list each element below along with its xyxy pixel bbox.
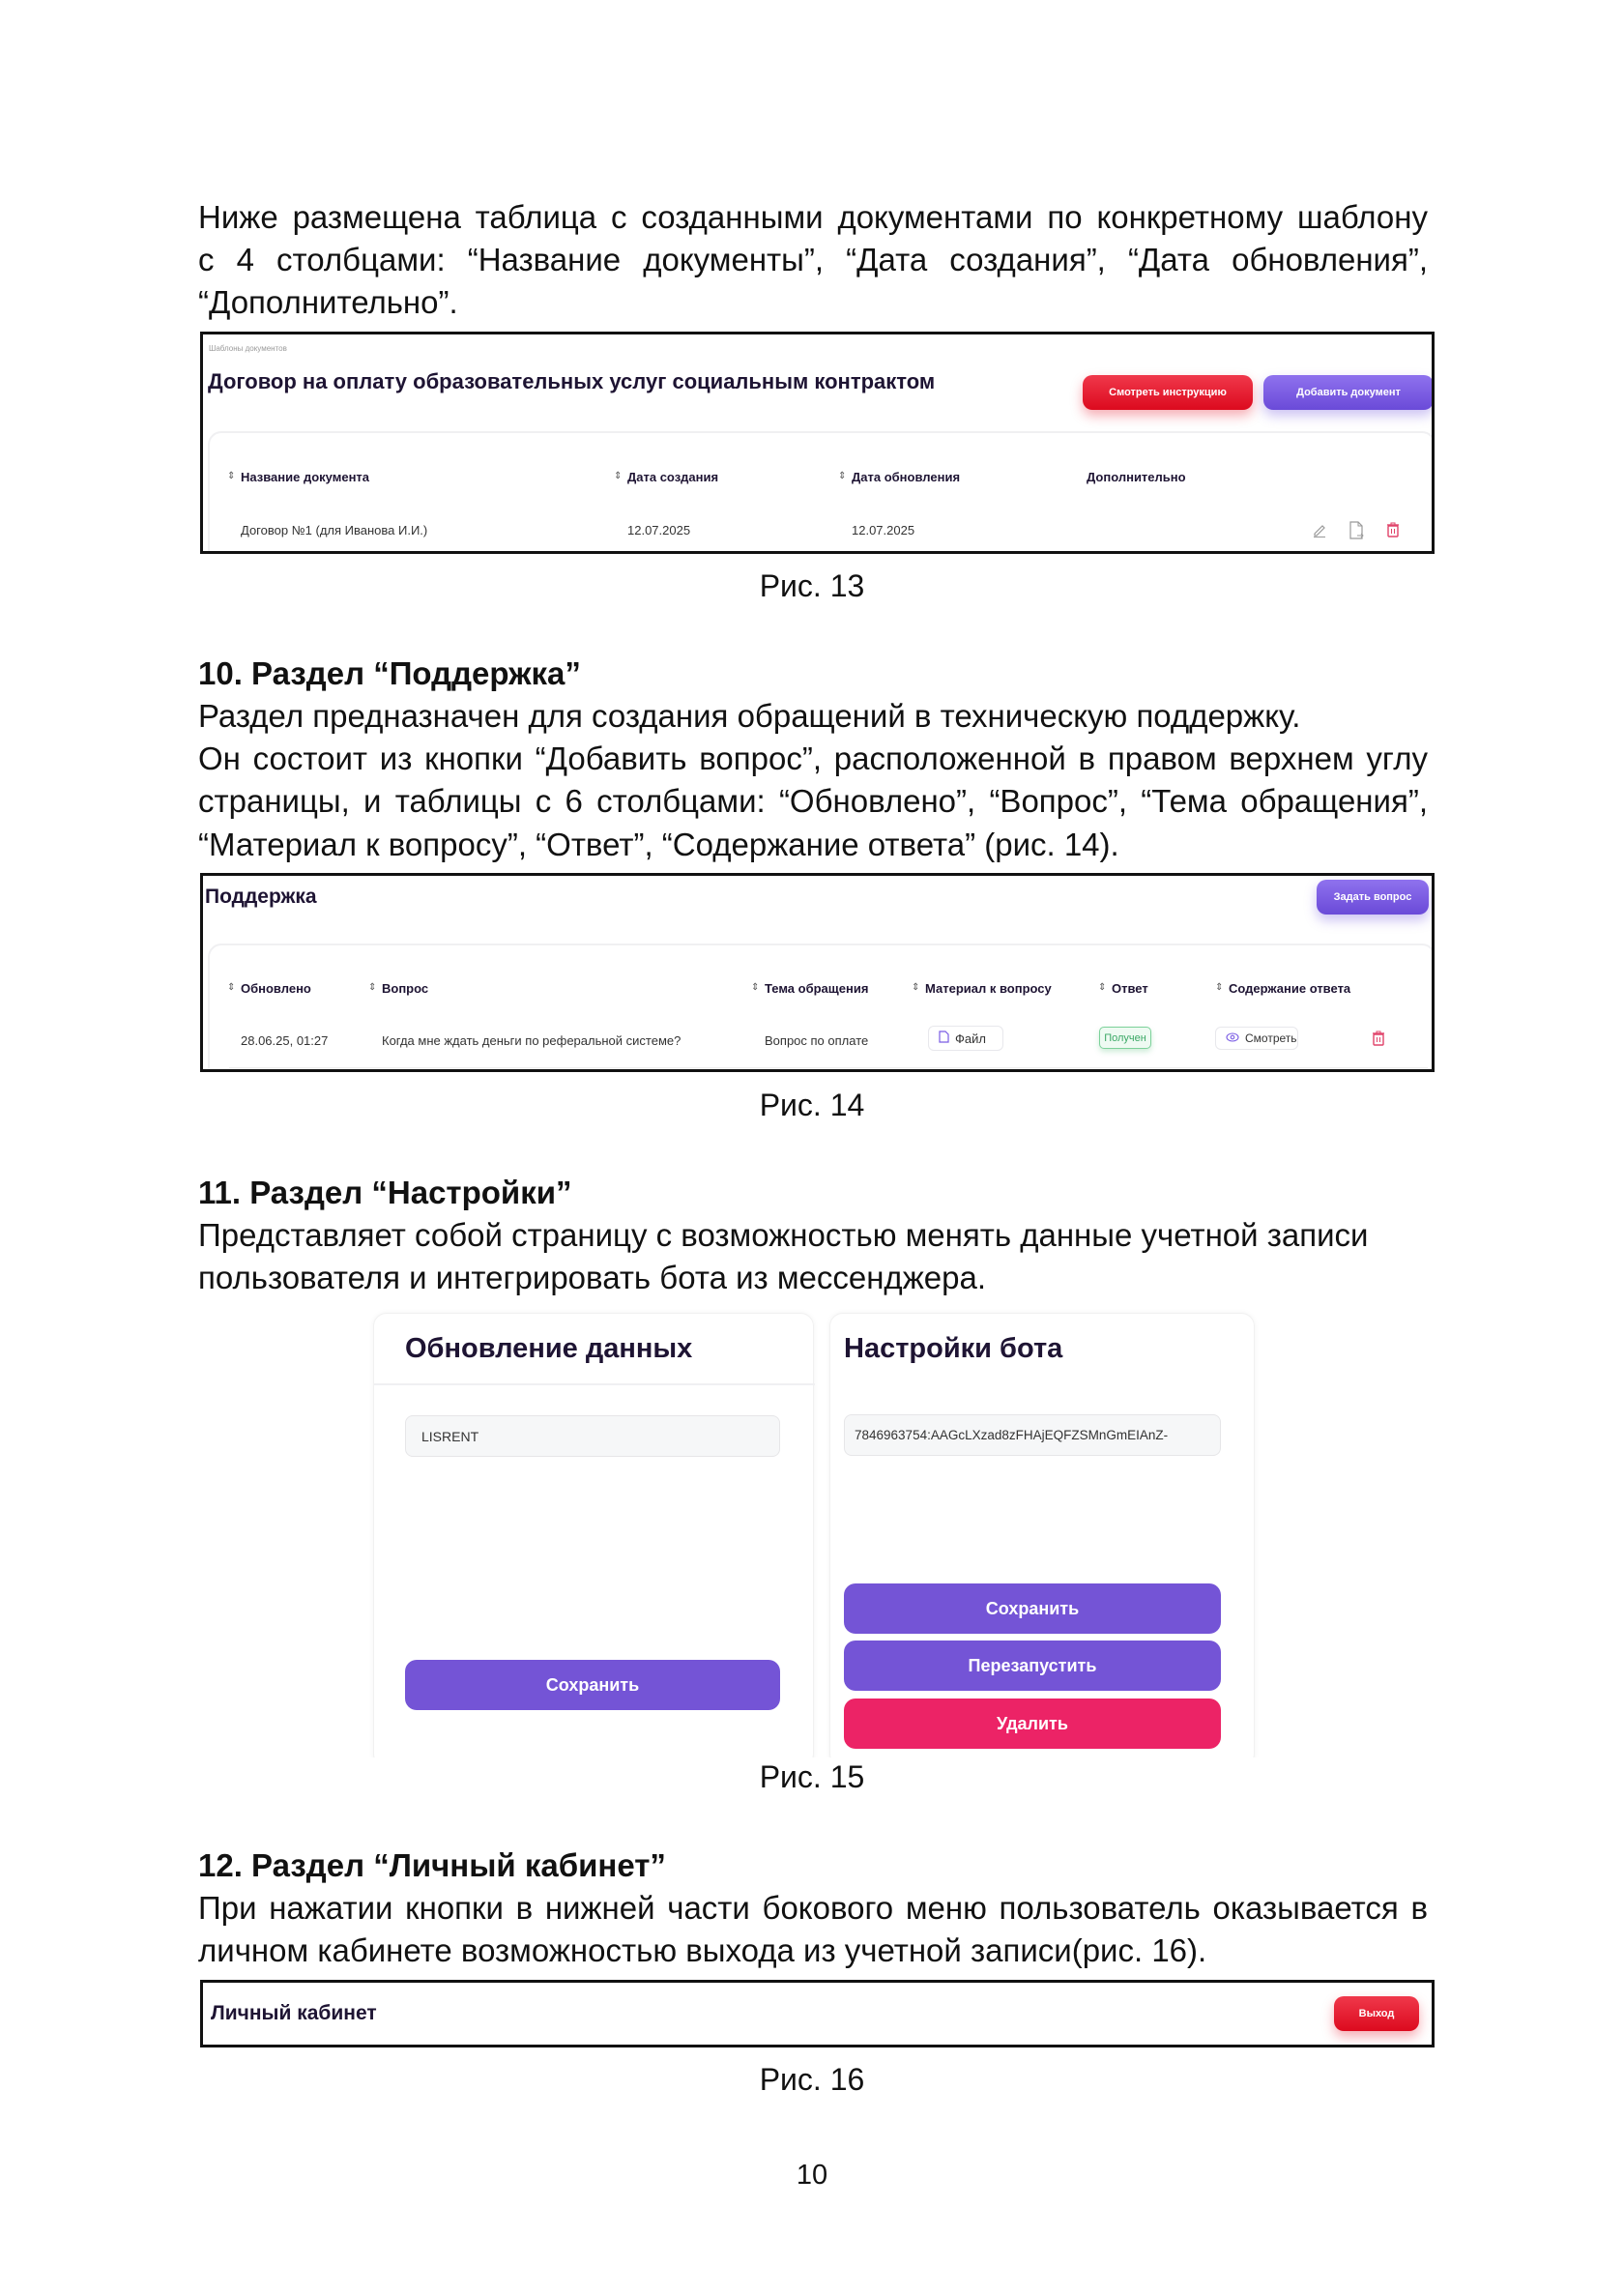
sort-icon[interactable]: ⇕: [227, 471, 236, 481]
section-10-line-2: Он состоит из кнопки “Добавить вопрос”, расположенной в правом верхнем углу: [198, 740, 1428, 776]
column-header-created[interactable]: Дата создания: [627, 470, 719, 484]
section-10-line-4: “Материал к вопросу”, “Ответ”, “Содержание ответа” (рис. 14).: [198, 827, 1119, 862]
add-document-button[interactable]: Добавить документ: [1263, 375, 1434, 410]
file-icon: [939, 1031, 949, 1046]
section-12-line-2: личном кабинете возможностью выхода из учетной записи(рис. 16).: [198, 1932, 1207, 1968]
figure-13-document-table: [200, 332, 1435, 554]
section-10-line-3: страницы, и таблицы с 6 столбцами: “Обновлено”, “Вопрос”, “Тема обращения”,: [198, 783, 1428, 819]
bot-settings-title: Настройки бота: [844, 1333, 1063, 1364]
edit-icon[interactable]: [1310, 520, 1329, 539]
section-11-heading: 11. Раздел “Настройки”: [198, 1175, 572, 1210]
save-bot-button[interactable]: Сохранить: [844, 1583, 1221, 1634]
row-divider: [229, 551, 1428, 552]
created-date: 12.07.2025: [627, 523, 691, 537]
column-header-material[interactable]: Материал к вопросу: [925, 981, 1052, 996]
updated-timestamp: 28.06.25, 01:27: [241, 1033, 329, 1048]
figure-14-caption: Рис. 14: [759, 1088, 865, 1122]
page-number: 10: [796, 2160, 828, 2191]
bot-token-input[interactable]: 7846963754:AAGcLXzad8zFHAjEQFZSMnGmEIAnZ-: [844, 1414, 1221, 1456]
sort-icon[interactable]: ⇕: [1098, 982, 1107, 993]
documents-table: [208, 431, 1435, 554]
column-header-topic[interactable]: Тема обращения: [765, 981, 869, 996]
sort-icon[interactable]: ⇕: [838, 471, 847, 481]
update-data-title: Обновление данных: [405, 1333, 693, 1364]
trash-icon[interactable]: [1383, 520, 1403, 539]
column-header-answer[interactable]: Ответ: [1112, 981, 1148, 996]
sort-icon[interactable]: ⇕: [368, 982, 377, 993]
updated-date: 12.07.2025: [852, 523, 915, 537]
section-12-line-1: При нажатии кнопки в нижней части бокового меню пользователь оказывается в: [198, 1890, 1428, 1926]
figure-13-caption: Рис. 13: [759, 568, 865, 603]
save-user-data-button[interactable]: Сохранить: [405, 1660, 780, 1710]
topic-text: Вопрос по оплате: [765, 1033, 869, 1048]
view-answer-button[interactable]: [1215, 1027, 1298, 1050]
intro-line-3: “Дополнительно”.: [198, 284, 458, 320]
figure-16-caption: Рис. 16: [759, 2062, 865, 2097]
column-header-updated[interactable]: Дата обновления: [852, 470, 961, 484]
document-name[interactable]: Договор №1 (для Иванова И.И.): [241, 523, 428, 537]
intro-line-2: с 4 столбцами: “Название документы”, “Дата создания”, “Дата обновления”,: [198, 242, 1428, 277]
column-header-answer-content[interactable]: Содержание ответа: [1229, 981, 1351, 996]
section-11-line-1: Представляет собой страницу с возможностью менять данные учетной записи: [198, 1217, 1369, 1253]
figure-14-support-page: [200, 873, 1435, 1072]
view-instruction-button[interactable]: Смотреть инструкцию: [1083, 375, 1253, 410]
bot-settings-panel: [829, 1313, 1255, 1767]
sort-icon[interactable]: ⇕: [751, 982, 760, 993]
figure-15-settings: [367, 1305, 1237, 1759]
sort-icon[interactable]: ⇕: [227, 982, 236, 993]
section-10-heading: 10. Раздел “Поддержка”: [198, 655, 581, 691]
sort-icon[interactable]: ⇕: [614, 471, 623, 481]
section-10-line-1: Раздел предназначен для создания обращений в техническую поддержку.: [198, 698, 1301, 734]
eye-icon: [1226, 1031, 1239, 1045]
trash-icon[interactable]: [1369, 1029, 1388, 1048]
column-header-extra: Дополнительно: [1087, 470, 1186, 484]
panel-divider: [374, 1383, 815, 1385]
update-data-panel: [373, 1313, 814, 1767]
file-label: Файл: [955, 1031, 986, 1046]
support-table: [208, 944, 1435, 1072]
column-header-name[interactable]: Название документа: [241, 470, 370, 484]
sort-icon[interactable]: ⇕: [1215, 982, 1224, 993]
intro-line-1: Ниже размещена таблица с созданными документами по конкретному шаблону: [198, 199, 1428, 235]
page-title: Договор на оплату образовательных услуг социальным контрактом: [208, 369, 936, 393]
column-header-question[interactable]: Вопрос: [382, 981, 429, 996]
view-label: Смотреть: [1245, 1031, 1297, 1045]
figure-15-caption: Рис. 15: [0, 1757, 1624, 1796]
section-12-heading: 12. Раздел “Личный кабинет”: [198, 1847, 666, 1883]
attached-file-button[interactable]: [928, 1026, 1003, 1051]
row-divider: [229, 1067, 1428, 1068]
ask-question-button[interactable]: Задать вопрос: [1317, 880, 1429, 915]
column-header-updated[interactable]: Обновлено: [241, 981, 311, 996]
username-input[interactable]: LISRENT: [405, 1415, 780, 1457]
figure-16-personal-account: [200, 1980, 1435, 2047]
page-title: Поддержка: [205, 886, 317, 908]
section-11-line-2: пользователя и интегрировать бота из мессенджера.: [198, 1260, 986, 1295]
answer-status-badge: Получен: [1099, 1027, 1151, 1049]
sort-icon[interactable]: ⇕: [912, 982, 920, 993]
export-file-icon[interactable]: [1347, 519, 1366, 540]
restart-bot-button[interactable]: Перезапустить: [844, 1641, 1221, 1691]
question-text: Когда мне ждать деньги по реферальной системе?: [382, 1033, 682, 1048]
breadcrumb[interactable]: Шаблоны документов: [209, 344, 287, 353]
page-title: Личный кабинет: [211, 2002, 377, 2024]
delete-bot-button[interactable]: Удалить: [844, 1699, 1221, 1749]
logout-button[interactable]: Выход: [1334, 1996, 1419, 2031]
